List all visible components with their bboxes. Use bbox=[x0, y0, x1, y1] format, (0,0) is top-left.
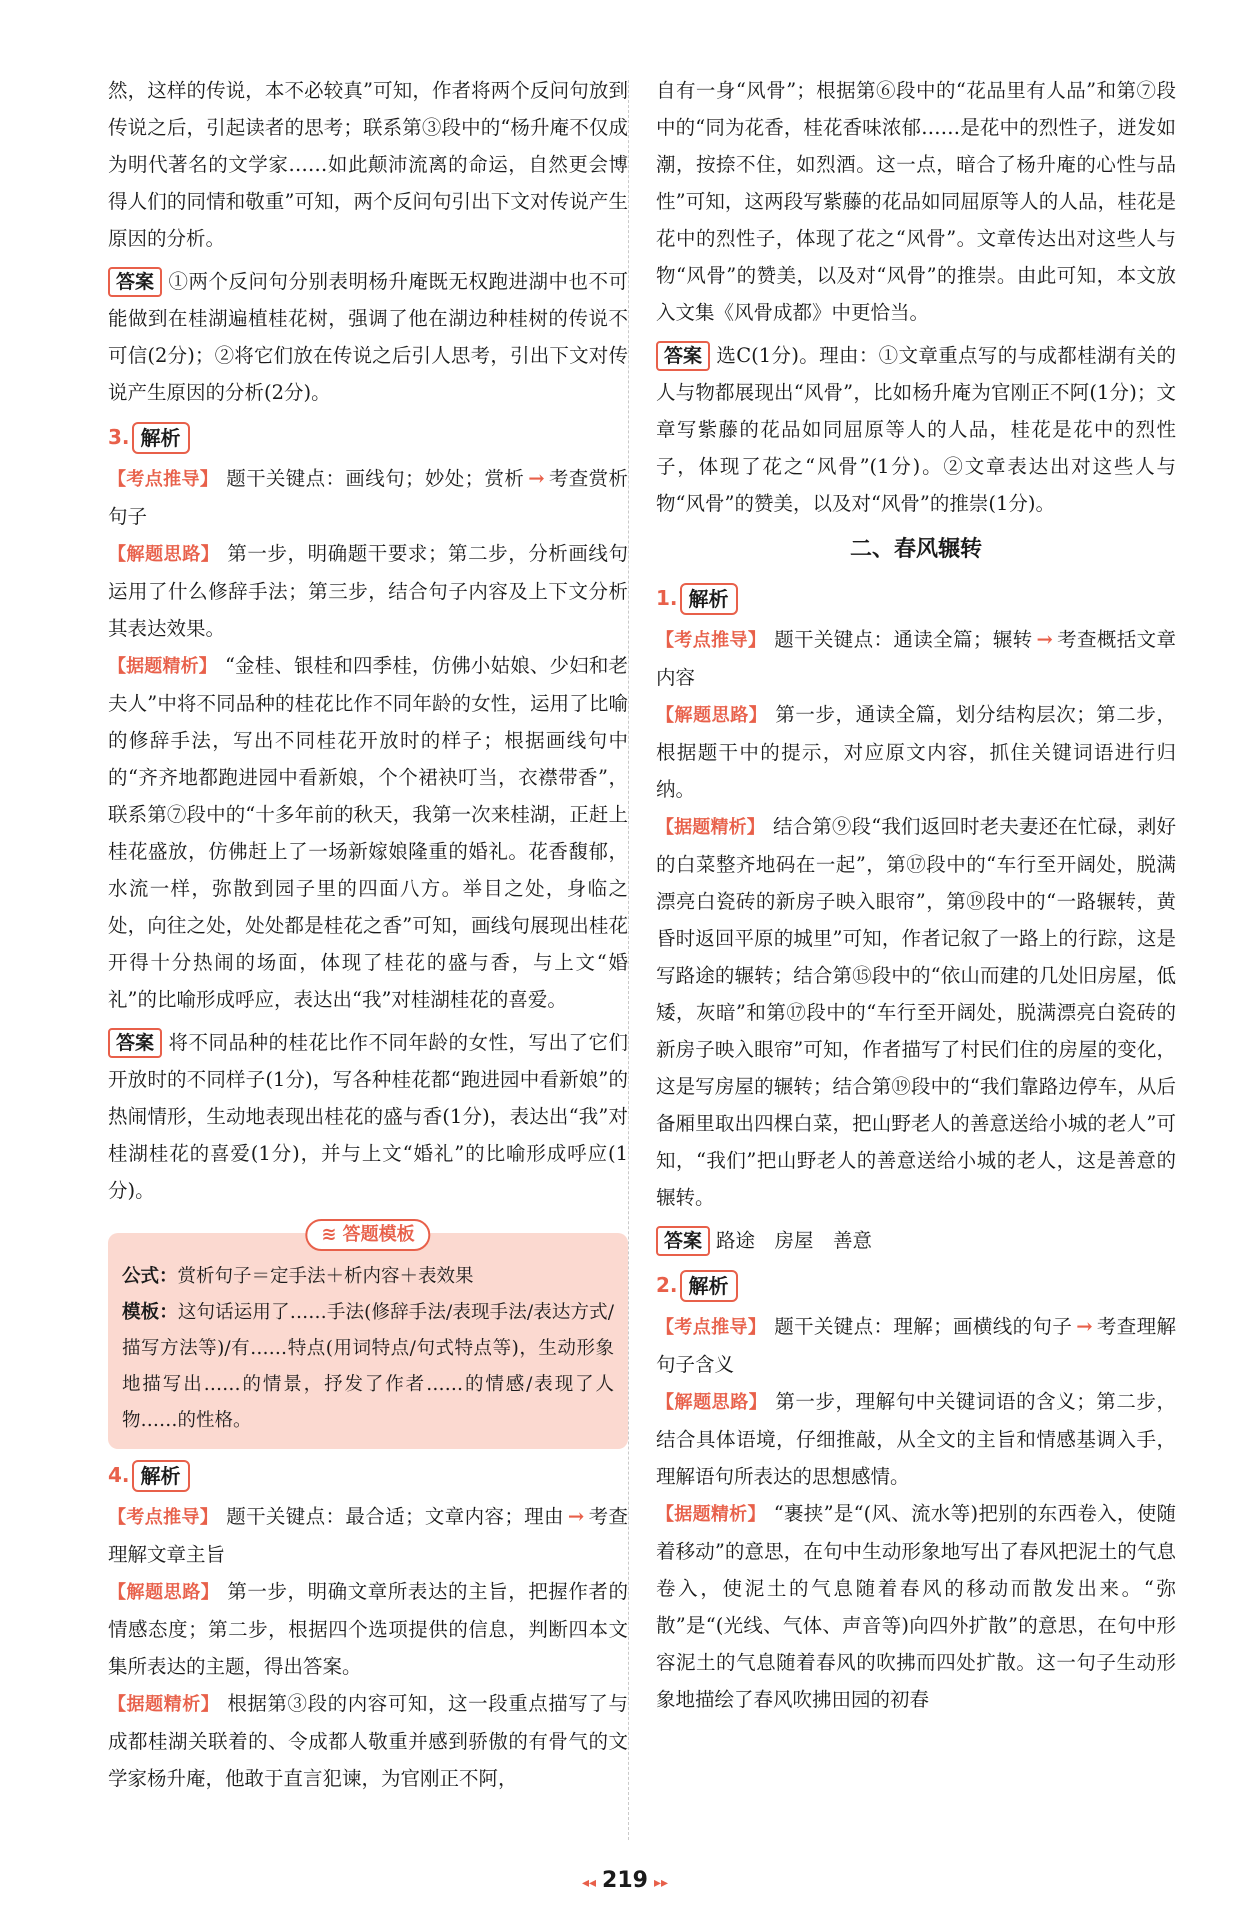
silu-text: 第一步，明确文章所表达的主旨，把握作者的情感态度；第二步，根据四个选项提供的信息，判断四本文集所表达的主题，得出答案。 bbox=[108, 1580, 628, 1678]
right-column bbox=[656, 72, 1176, 1718]
answer-text: 路途 房屋 善意 bbox=[716, 1229, 873, 1252]
page-number-text: 219 bbox=[602, 1868, 648, 1893]
s2-silu bbox=[656, 1383, 1176, 1495]
template-model bbox=[122, 1295, 614, 1439]
q3-silu bbox=[108, 535, 628, 647]
s1-kaodian bbox=[656, 621, 1176, 696]
section-title: 二、春风辗转 bbox=[849, 537, 982, 562]
answer-tag: 答案 bbox=[108, 267, 162, 297]
answer-3 bbox=[108, 1024, 628, 1209]
answer-text: ①两个反问句分别表明杨升庵既无权跑进湖中也不可能做到在桂湖遍植桂花树，强调了他在湖边种桂树的传说不可信(2分)；②将它们放在传说之后引人思考，引出下文对传说产生原因的分析(2分)。 bbox=[108, 270, 628, 404]
kaodian-result: 考查赏析句子 bbox=[108, 467, 628, 528]
jingxi-label: 【据题精析】 bbox=[108, 656, 217, 677]
answer-template-box bbox=[108, 1224, 628, 1449]
analysis-tag: 解析 bbox=[132, 1460, 190, 1492]
s1-silu bbox=[656, 696, 1176, 808]
column-divider bbox=[628, 80, 629, 1840]
model-text: 这句话运用了……手法(修辞手法/表现手法/表达方式/描写方法等)/有……特点(用词特点/句式特点等)，生动形象地描写出……的情景，抒发了作者……的情感/表现了人物……的性格。 bbox=[122, 1302, 614, 1431]
question-number: 3. bbox=[108, 425, 130, 449]
silu-text: 第一步，通读全篇，划分结构层次；第二步，根据题干中的提示，对应原文内容，抓住关键词语进行归纳。 bbox=[656, 703, 1176, 801]
answer-s1 bbox=[656, 1222, 1176, 1259]
jingxi-text: “裹挟”是“(风、流水等)把别的东西卷入，使随着移动”的意思，在句中生动形象地写出了春风把泥土的气息卷入，使泥土的气息随着春风的移动而散发出来。“弥散”是“(光线、气体、声音等)向四外扩散”的意思，在句中形容泥土的气息随着春风的吹拂而四处扩散。这一句子生动形象地描绘了春风吹拂田园的初春 bbox=[656, 1502, 1176, 1711]
silu-text: 第一步，理解句中关键词语的含义；第二步，结合具体语境，仔细推敲，从全文的主旨和情感基调入手，理解语句所表达的思想感情。 bbox=[656, 1390, 1176, 1488]
kaodian-result: 考查概括文章内容 bbox=[656, 628, 1176, 689]
question-number: 2. bbox=[656, 1273, 678, 1297]
question-number: 4. bbox=[108, 1463, 130, 1487]
jingxi-text: “金桂、银桂和四季桂，仿佛小姑娘、少妇和老夫人”中将不同品种的桂花比作不同年龄的女性，运用了比喻的修辞手法，写出不同桂花开放时的样子；根据画线句中的“齐齐地都跑进园中看新娘，个个裙袂叮当，衣襟带香”，联系第⑦段中的“十多年前的秋天，我第一次来桂湖，正赶上桂花盛放，仿佛赶上了一场新嫁娘隆重的婚礼。花香馥郁，水流一样，弥散到园子里的四面八方。举目之处，身临之处，向往之处，处处都是桂花之香”可知，画线句展现出桂花开得十分热闹的场面，体现了桂花的盛与香，与上文“婚礼”的比喻形成呼应，表达出“我”对桂湖桂花的喜爱。 bbox=[108, 654, 628, 1011]
right-arrows-icon: ▸▸ bbox=[653, 1875, 669, 1891]
analysis-tag: 解析 bbox=[680, 1270, 738, 1302]
template-tag: ≋ 答题模板 bbox=[305, 1219, 430, 1251]
silu-text: 第一步，明确题干要求；第二步，分析画线句运用了什么修辞手法；第三步，结合句子内容及上下文分析其表达效果。 bbox=[108, 542, 628, 640]
silu-label: 【解题思路】 bbox=[108, 1582, 220, 1603]
kaodian-text: 题干关键点：画线句；妙处；赏析 bbox=[226, 467, 525, 490]
q4-kaodian bbox=[108, 1498, 628, 1573]
jingxi-label: 【据题精析】 bbox=[656, 817, 765, 838]
kaodian-text: 题干关键点：通读全篇；辗转 bbox=[774, 628, 1033, 651]
analysis-tag: 解析 bbox=[680, 583, 738, 615]
intro-paragraph: 然，这样的传说，本不必较真”可知，作者将两个反问句放到传说之后，引起读者的思考；联系第③段中的“杨升庵不仅成为明代著名的文学家……如此颠沛流离的命运，自然更会博得人们的同情和敬重”可知，两个反问句引出下文对传说产生原因的分析。 bbox=[108, 79, 628, 250]
left-column bbox=[108, 72, 628, 1797]
jingxi-label: 【据题精析】 bbox=[108, 1694, 220, 1715]
arrow-icon: → bbox=[1036, 628, 1053, 651]
silu-label: 【解题思路】 bbox=[108, 544, 220, 565]
kaodian-result: 考查理解句子含义 bbox=[656, 1315, 1176, 1376]
arrow-icon: → bbox=[567, 1505, 585, 1528]
s1-jingxi bbox=[656, 808, 1176, 1216]
jingxi-label: 【据题精析】 bbox=[656, 1504, 766, 1525]
s2-jingxi bbox=[656, 1495, 1176, 1718]
silu-label: 【解题思路】 bbox=[656, 1392, 768, 1413]
kaodian-label: 【考点推导】 bbox=[108, 1507, 219, 1528]
answer-tag: 答案 bbox=[656, 341, 710, 371]
question-3-header bbox=[108, 419, 628, 456]
jingxi-text: 结合第⑨段“我们返回时老夫妻还在忙碌，剥好的白菜整齐地码在一起”，第⑰段中的“车行至开阔处，脱满漂亮白瓷砖的新房子映入眼帘”，第⑲段中的“一路辗转，黄昏时返回平原的城里”可知，作者记叙了一路上的行踪，这是写路途的辗转；结合第⑮段中的“依山而建的几处旧房屋，低矮，灰暗”和第⑰段中的“车行至开阔处，脱满漂亮白瓷砖的新房子映入眼帘”可知，作者描写了村民们住的房屋的变化，这是写房屋的辗转；结合第⑲段中的“我们靠路边停车，从后备厢里取出四棵白菜，把山野老人的善意送给小城的老人”可知，“我们”把山野老人的善意送给小城的老人，这是善意的辗转。 bbox=[656, 815, 1176, 1209]
q4-jingxi bbox=[108, 1685, 628, 1797]
kaodian-label: 【考点推导】 bbox=[656, 630, 767, 651]
q4-silu bbox=[108, 1573, 628, 1685]
question-4-header bbox=[108, 1457, 628, 1494]
answer-text: 选C(1分)。理由：①文章重点写的与成都桂湖有关的人与物都展现出“风骨”，比如杨升庵为官刚正不阿(1分)；文章写紫藤的花品如同屈原等人的人品，桂花是花中的烈性子，体现了花之“风骨”(1分)。②文章表达出对这些人与物“风骨”的赞美，以及对“风骨”的推崇(1分)。 bbox=[656, 344, 1176, 515]
arrow-icon: → bbox=[1076, 1315, 1093, 1338]
kaodian-label: 【考点推导】 bbox=[108, 469, 219, 490]
formula-label: 公式： bbox=[122, 1266, 178, 1287]
kaodian-label: 【考点推导】 bbox=[656, 1317, 767, 1338]
kaodian-result: 考查理解文章主旨 bbox=[108, 1505, 628, 1566]
kaodian-text: 题干关键点：理解；画横线的句子 bbox=[774, 1315, 1073, 1338]
page-number bbox=[0, 1868, 1250, 1893]
left-arrows-icon: ◂◂ bbox=[581, 1875, 597, 1891]
answer-tag: 答案 bbox=[656, 1226, 710, 1256]
section2-question-2-header bbox=[656, 1267, 1176, 1304]
answer-1 bbox=[108, 263, 628, 411]
question-number: 1. bbox=[656, 586, 678, 610]
answer-text: 将不同品种的桂花比作不同年龄的女性，写出了它们开放时的不同样子(1分)，写各种桂花都“跑进园中看新娘”的热闹情形，生动地表现出桂花的盛与香(1分)，表达出“我”对桂湖桂花的喜爱(1分)，并与上文“婚礼”的比喻形成呼应(1分)。 bbox=[108, 1031, 628, 1202]
kaodian-text: 题干关键点：最合适；文章内容；理由 bbox=[226, 1505, 564, 1528]
section2-question-1-header bbox=[656, 580, 1176, 617]
answer-tag: 答案 bbox=[108, 1028, 162, 1058]
analysis-tag: 解析 bbox=[132, 422, 190, 454]
template-formula bbox=[122, 1259, 614, 1295]
continued-paragraph: 自有一身“风骨”；根据第⑥段中的“花品里有人品”和第⑦段中的“同为花香，桂花香味浓郁……是花中的烈性子，迸发如潮，按捺不住，如烈酒。这一点，暗合了杨升庵的心性与品性”可知，这两段写紫藤的花品如同屈原等人的人品，桂花是花中的烈性子，体现了花之“风骨”。文章传达出对这些人与物“风骨”的赞美，以及对“风骨”的推崇。由此可知，本文放入文集《风骨成都》中更恰当。 bbox=[656, 79, 1176, 324]
q3-jingxi bbox=[108, 647, 628, 1018]
s2-kaodian bbox=[656, 1308, 1176, 1383]
model-label: 模板： bbox=[122, 1302, 178, 1323]
arrow-icon: → bbox=[528, 467, 545, 490]
template-tag-label: 答题模板 bbox=[342, 1224, 415, 1245]
q3-kaodian bbox=[108, 460, 628, 535]
formula-text: 赏析句子＝定手法＋析内容＋表效果 bbox=[177, 1266, 474, 1287]
jingxi-text: 根据第③段的内容可知，这一段重点描写了与成都桂湖关联着的、令成都人敬重并感到骄傲的有骨气的文学家杨升庵，他敢于直言犯谏，为官刚正不阿， bbox=[108, 1692, 628, 1790]
silu-label: 【解题思路】 bbox=[656, 705, 768, 726]
answer-4 bbox=[656, 337, 1176, 522]
